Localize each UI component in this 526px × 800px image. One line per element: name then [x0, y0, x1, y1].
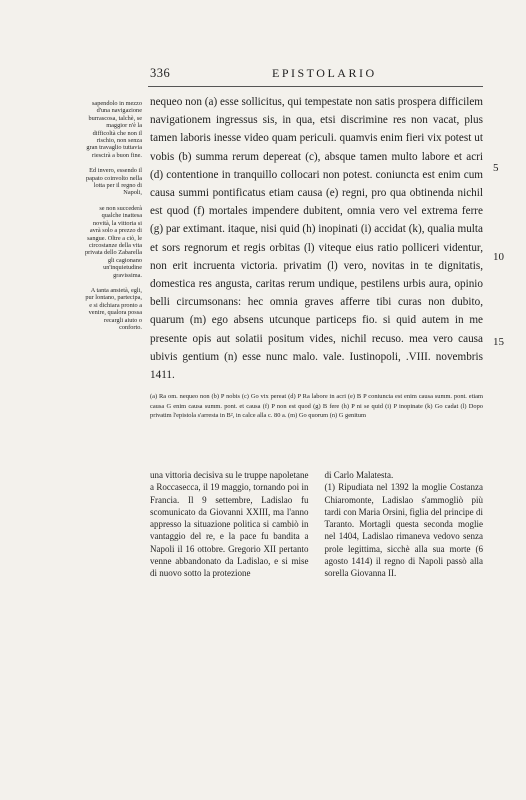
line-number: 5 — [493, 162, 499, 174]
footnote-text: di Carlo Malatesta. — [324, 470, 394, 480]
side-notes — [84, 100, 142, 339]
page-number: 336 — [150, 66, 171, 80]
header-rule — [148, 86, 483, 87]
footnote-text: una vittoria decisiva su le truppe napoletane a Roccasecca, il 19 maggio, tornando poi in Francia. Il 9 settembre, Ladislao fu scomunicato da Giovanni XXIII, ma l'anno appresso la situazione politica si cambiò in vantaggio del re, e la pace fu bandita a Napoli il 16 ottobre. Gregorio XII pertanto venne abbandonato da Ladislao, e si mise di nuovo sotto la protezione — [150, 470, 309, 579]
footnote-text: (1) Ripudiata nel 1392 la moglie Costanza Chiaromonte, Ladislao s'ammogliò più tardi con Maria Orsini, figlia del principe di Taranto. Mortagli questa seconda moglie nel 1404, Ladislao rimaneva vedovo senza prole legittima, sicchè alla sua morte (6 agosto 1414) il regno di Napoli passò alla sorella Giovanna II. — [324, 482, 483, 579]
side-note: Ed invero, essendo il papato coinvolto nella lotta per il regno di Napoli, — [86, 167, 142, 197]
footnotes — [150, 469, 483, 580]
letter-text — [150, 93, 483, 384]
side-note: sapendolo in mezzo d'una navigazione burrascosa, talchè, se maggior n'è la difficoltà che non il rischio, non senza gran travaglio tuttavia riescirà a buon fine. — [86, 100, 142, 159]
letter-paragraph: nequeo non (a) esse sollicitus, qui tempestate non satis prospera difficilem navigationem ingressus sis, in qua, etsi discrimine res non vacat, plus tamen laboris inesse video quam periculi. quamvis enim fieri vix potest ut vobis (b) summa rerum depereat (c), absque tamen multo labore et acri (d) contentione in tranquillo collocari non potest. coniuncta est enim cum causa summi pontificatus etiam causa (e) regni, pro qua obtinenda nichil est quod (f) mortales impendere dubitent, omnia vero vel extrema ferre (g) par extimant. itaque, nisi quid (h) inopinati (i) accidat (k), qualia multa et sors regnorum et regis orbitas (l) viteque eius ratio polliceri videntur, non erit incruenta victoria. privatim (l) vero, novitas in te dignitatis, domestica res angusta, caritas rerum undique, pestilens urbis aura, opinio belli circumsonans: hec omnia graves afferre tibi curas non dubito, quarum (m) ego absens utcunque particeps fio. si quid autem in me presente opis aut solatii positum vides, nichil recuso. mea vero causa ubivis gentium (n) esse nunc malo. vale. Iustinopoli, .VIII. novembris 1411. — [150, 96, 483, 382]
footnotes-left-column — [150, 469, 309, 580]
critical-apparatus: (a) Ra om. nequeo non (b) P nobis (c) Go vix pereat (d) P Ra labore in acri (e) B P coniuncta est enim causa summ. pont. etiam causa G enim causa summ. pont. et causa (f) P non est quod (g) B fere (h) P ni se quid (i) P inopinate (k) Go cadat (l) Dopo privatim l'epistola s'arresta in B², in calce alla c. 80 a. (m) Go quorum (n) G genitum — [150, 393, 483, 420]
side-note: A tanta ansietà, egli, pur lontano, partecipa, e si dichiara pronto a venire, qualora possa recargli aiuto o conforto. — [85, 286, 142, 331]
side-note: se non succederà qualche inattesa novità, la vittoria si avrà solo a prezzo di sangue. Oltre a ciò, le circostanze della vita privata dello Zabarella gli cagionano un'inquietudine gravissima. — [85, 204, 142, 279]
footnotes-right-column — [325, 469, 484, 580]
line-number: 10 — [493, 251, 504, 263]
line-number: 15 — [493, 336, 504, 348]
running-title: EPISTOLARIO — [272, 66, 377, 80]
